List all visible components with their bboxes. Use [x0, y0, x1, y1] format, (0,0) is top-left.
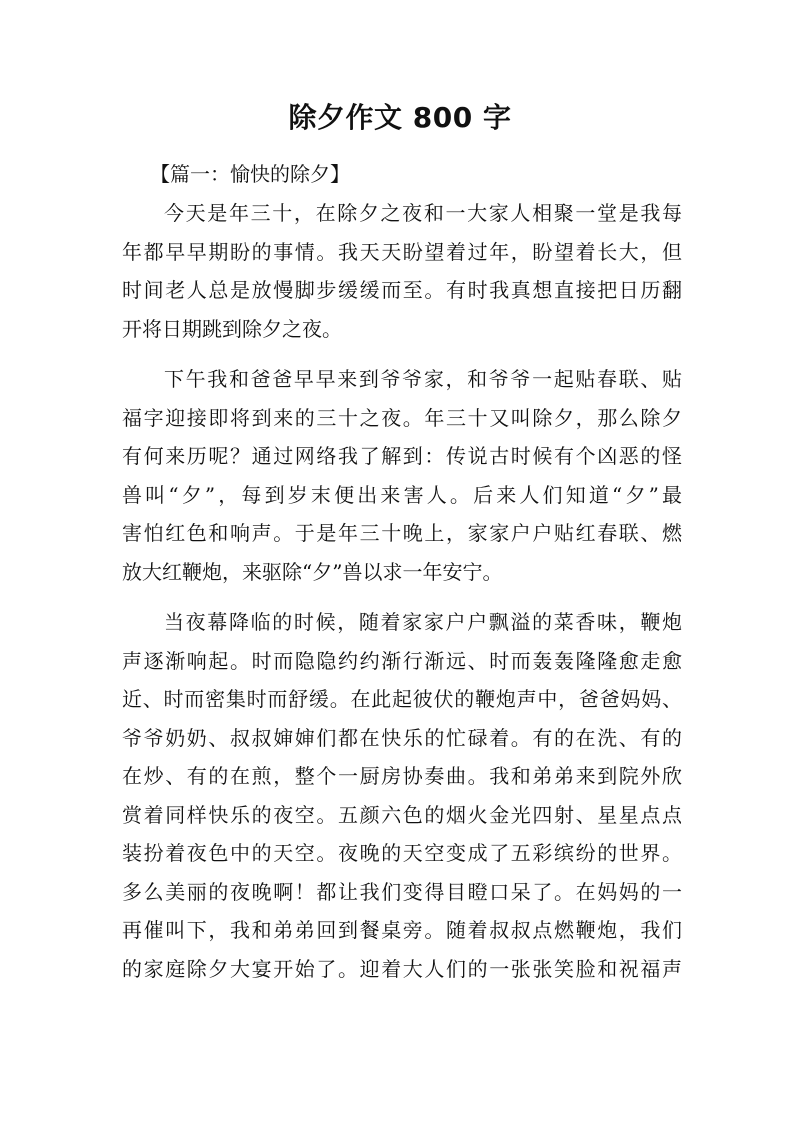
text-line: 开将日期跳到除夕之夜。 — [122, 316, 342, 341]
section-heading: 【篇一：愉快的除夕】 — [150, 162, 350, 186]
paragraph-3 — [122, 603, 682, 988]
text-line: 的家庭除夕大宴开始了。迎着大人们的一张张笑脸和祝福声 — [122, 956, 682, 981]
text-line: 声逐渐响起。时而隐隐约约渐行渐远、时而轰轰隆隆愈走愈 — [122, 648, 682, 673]
paragraph-1 — [122, 194, 682, 348]
essay-body — [122, 194, 682, 1000]
text-line: 年都早早期盼的事情。我天天盼望着过年，盼望着长大，但 — [122, 239, 682, 264]
text-line: 在炒、有的在煎，整个一厨房协奏曲。我和弟弟来到院外欣 — [122, 764, 682, 788]
text-line: 有何来历呢？通过网络我了解到：传说古时候有个凶恶的怪 — [122, 444, 682, 468]
text-line: 装扮着夜色中的天空。夜晚的天空变成了五彩缤纷的世界。 — [122, 841, 682, 865]
text-line: 今天是年三十，在除夕之夜和一大家人相聚一堂是我每 — [164, 201, 682, 225]
text-line: 爷爷奶奶、叔叔婶婶们都在快乐的忙碌着。有的在洗、有的 — [122, 725, 682, 750]
text-line: 再催叫下，我和弟弟回到餐桌旁。随着叔叔点燃鞭炮，我们 — [122, 918, 682, 942]
text-line: 时间老人总是放慢脚步缓缓而至。有时我真想直接把日历翻 — [122, 278, 682, 302]
text-line: 福字迎接即将到来的三十之夜。年三十又叫除夕，那么除夕 — [122, 405, 682, 430]
text-line: 放大红鞭炮，来驱除“夕”兽以求一年安宁。 — [122, 559, 503, 584]
text-line: 当夜幕降临的时候，随着家家户户飘溢的菜香味，鞭炮 — [164, 610, 682, 634]
text-line: 害怕红色和响声。于是年三十晚上，家家户户贴红春联、燃 — [122, 521, 682, 545]
text-line: 近、时而密集时而舒缓。在此起彼伏的鞭炮声中，爸爸妈妈、 — [122, 687, 682, 711]
text-line: 兽叫“夕”，每到岁末便出来害人。后来人们知道“夕”最 — [122, 482, 682, 507]
document-title: 除夕作文 800 字 — [288, 101, 512, 134]
paragraph-2 — [122, 360, 682, 591]
text-line: 赏着同样快乐的夜空。五颜六色的烟火金光四射、星星点点 — [122, 802, 682, 827]
text-line: 下午我和爸爸早早来到爷爷家，和爷爷一起贴春联、贴 — [164, 367, 682, 391]
text-line: 多么美丽的夜晚啊！都让我们变得目瞪口呆了。在妈妈的一 — [122, 879, 682, 904]
